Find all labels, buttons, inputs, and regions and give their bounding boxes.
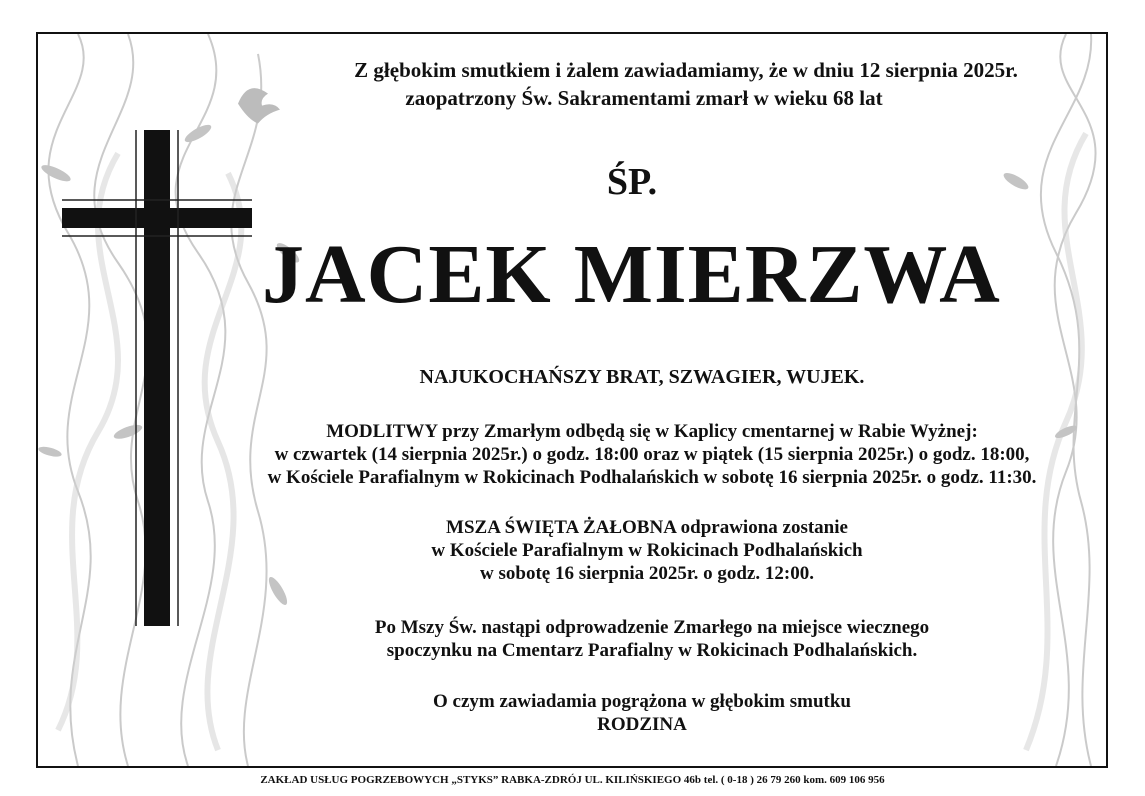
signature-family: RODZINA — [597, 714, 687, 735]
procession-line: spoczynku na Cmentarz Parafialny w Rokicinach Podhalańskich. — [386, 640, 918, 661]
prayers-line: w Kościele Parafialnym w Rokicinach Podhalańskich w sobotę 16 sierpnia 2025r. o godz. 11:30. — [267, 467, 1037, 488]
family-relations: NAJUKOCHAŃSZY BRAT, SZWAGIER, WUJEK. — [419, 366, 865, 388]
deceased-prefix: ŚP. — [606, 161, 658, 203]
procession-section — [38, 616, 1106, 662]
funeral-home-footer: ZAKŁAD USŁUG POGRZEBOWYCH „STYKS” RABKA-ZDRÓJ UL. KILIŃSKIEGO 46b tel. ( 0-18 ) 26 79 260 kom. 609 106 956 — [260, 774, 885, 786]
mass-section — [38, 516, 1106, 585]
intro-text — [38, 56, 1106, 112]
intro-line: Z głębokim smutkiem i żalem zawiadamiamy, że w dniu 12 sierpnia 2025r. — [354, 58, 1018, 82]
closing-section — [38, 690, 1106, 736]
mass-line: w sobotę 16 sierpnia 2025r. o godz. 12:00. — [480, 563, 814, 584]
closing-line: O czym zawiadamia pogrążona w głębokim smutku — [433, 691, 851, 712]
prayers-line: w czwartek (14 sierpnia 2025r.) o godz. 18:00 oraz w piątek (15 sierpnia 2025r.) o godz. 18:00, — [274, 444, 1030, 465]
prayers-section — [38, 420, 1106, 489]
mass-line: MSZA ŚWIĘTA ŻAŁOBNA odprawiona zostanie — [446, 517, 848, 538]
prayers-line: MODLITWY przy Zmarłym odbędą się w Kaplicy cmentarnej w Rabie Wyżnej: — [326, 421, 978, 442]
mass-line: w Kościele Parafialnym w Rokicinach Podhalańskich — [431, 540, 863, 561]
intro-line: zaopatrzony Św. Sakramentami zmarł w wieku 68 lat — [405, 86, 883, 110]
obituary-frame — [36, 32, 1108, 768]
deceased-name: JACEK MIERZWA — [262, 228, 1001, 321]
procession-line: Po Mszy Św. nastąpi odprowadzenie Zmarłego na miejsce wiecznego — [374, 617, 930, 638]
